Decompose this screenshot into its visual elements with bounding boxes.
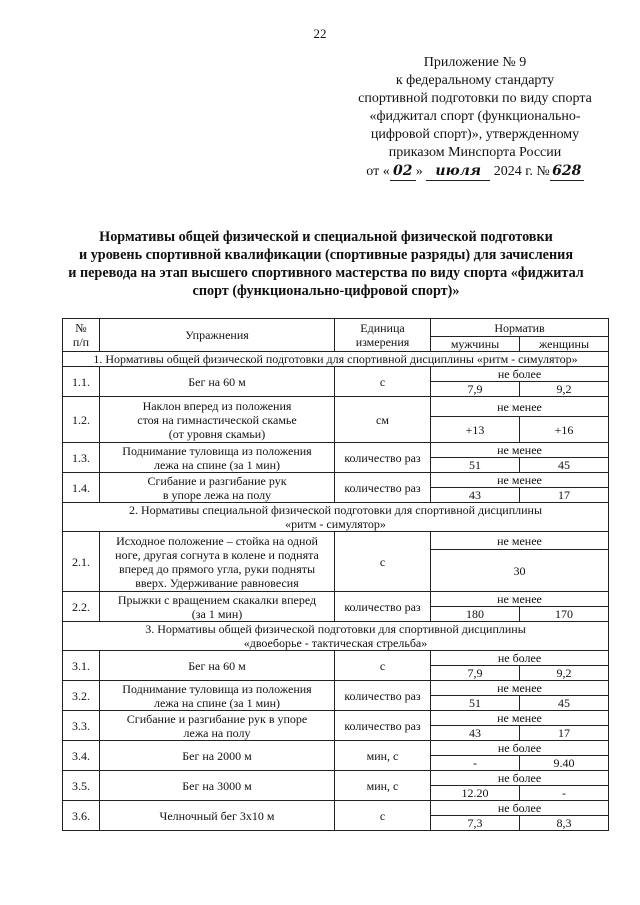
col-women-header: женщины <box>520 337 609 352</box>
appendix-line: «фиджитал спорт (функционально- <box>369 109 581 124</box>
table-row: 3.1. Бег на 60 м с не более <box>63 651 609 666</box>
col-norm-header: Норматив <box>431 319 609 337</box>
appendix-block <box>340 54 610 181</box>
handwritten-order-number: 628 <box>550 162 584 181</box>
document-title: Нормативы общей физической и специальной физической подготовки и уровень спортивной квалификации (спортивные разряды) для зачисления и перевода на этап высшего спортивного мастерства по виду спорта «фиджитал спорт (функционально-цифровой спорт)» <box>68 229 584 299</box>
norms-table: № п/п Упражнения Единица измерения Норматив мужчины женщины 1. Нормативы общей физической подготовки для спортивной дисциплины «ритм - симулятор» 1.1. Бег на 60 м с не более 7,9 9,2 1.2. Наклон вперед из положения стоя на гимнастической скамье (от уровня скамьи) см не менее +13 +16 1.3. Поднимание туловища из положения лежа на спине (за 1 мин) количество раз не менее 51 45 1.4. Сгибание и разгибание рук в упоре лежа на полу количество раз не менее 43 17 2. Нормативы специальной физической подготовки для спортивной дисциплины «ритм - симулятор» 2.1. Исходное положение – стойка на одной ноге, другая согнута в колене и поднята вперед до прямого угла, руки подняты вверх. Удерживание равновесия с не менее 30 2.2. Прыжки с вращением скакалки вперед (за 1 мин) количество раз не менее 180 170 3. Нормативы общей физической подготовки для спортивной дисциплины «двоеборье - тактическая стрельба» 3.1. Бег на 60 м с не более 7,9 9,2 3.2. Поднимание туловища из положения лежа на спине (за 1 мин) количество раз не менее 51 45 3.3. Сгибание и разгибание рук в упоре лежа на полу количество раз не менее 43 17 3.4. Бег на 2000 м мин, с не более - 9.40 3.5. Бег на 3000 м мин, с не более 12.20 - 3.6. Челночный бег 3x10 м с не более 7,3 8,3 <box>62 318 609 831</box>
table-row: 3.3. Сгибание и разгибание рук в упоре лежа на полу количество раз не менее <box>63 711 609 726</box>
col-men-header: мужчины <box>431 337 520 352</box>
table-row: 2.1. Исходное положение – стойка на одной ноге, другая согнута в колене и поднята вперед до прямого угла, руки подняты вверх. Удерживание равновесия с не менее <box>63 532 609 550</box>
table-row: 3.2. Поднимание туловища из положения лежа на спине (за 1 мин) количество раз не менее <box>63 681 609 696</box>
page-number: 22 <box>313 26 327 41</box>
table-row: 3.5. Бег на 3000 м мин, с не более <box>63 771 609 786</box>
section-header: 2. Нормативы специальной физической подготовки для спортивной дисциплины «ритм - симулятор» <box>63 503 609 532</box>
table-row: 3.4. Бег на 2000 м мин, с не более <box>63 741 609 756</box>
handwritten-month: июля <box>426 162 490 181</box>
table-row: 3.6. Челночный бег 3x10 м с не более <box>63 801 609 816</box>
section-header: 1. Нормативы общей физической подготовки для спортивной дисциплины «ритм - симулятор» <box>63 352 609 367</box>
appendix-line: приказом Минспорта России <box>388 145 562 160</box>
appendix-line: к федеральному стандарту <box>395 73 555 88</box>
handwritten-day: 02 <box>390 162 416 181</box>
appendix-line: Приложение № 9 <box>423 55 527 70</box>
order-date-line: от « 02 » июля 2024 г. № 628 <box>340 162 610 181</box>
col-unit-header: Единица измерения <box>335 319 431 352</box>
appendix-line: цифровой спорт)», утвержденному <box>370 127 580 142</box>
col-exercise-header: Упражнения <box>100 319 335 352</box>
table-row: 1.4. Сгибание и разгибание рук в упоре лежа на полу количество раз не менее <box>63 473 609 488</box>
table-row: 1.2. Наклон вперед из положения стоя на гимнастической скамье (от уровня скамьи) см не менее <box>63 397 609 417</box>
col-number-header: № п/п <box>63 319 100 352</box>
table-row: 1.3. Поднимание туловища из положения лежа на спине (за 1 мин) количество раз не менее <box>63 443 609 458</box>
table-row: 1.1. Бег на 60 м с не более <box>63 367 609 382</box>
appendix-line: спортивной подготовки по виду спорта <box>358 91 592 106</box>
table-row: 2.2. Прыжки с вращением скакалки вперед (за 1 мин) количество раз не менее <box>63 592 609 607</box>
section-header: 3. Нормативы общей физической подготовки для спортивной дисциплины «двоеборье - тактическая стрельба» <box>63 622 609 651</box>
header-row <box>63 319 609 337</box>
